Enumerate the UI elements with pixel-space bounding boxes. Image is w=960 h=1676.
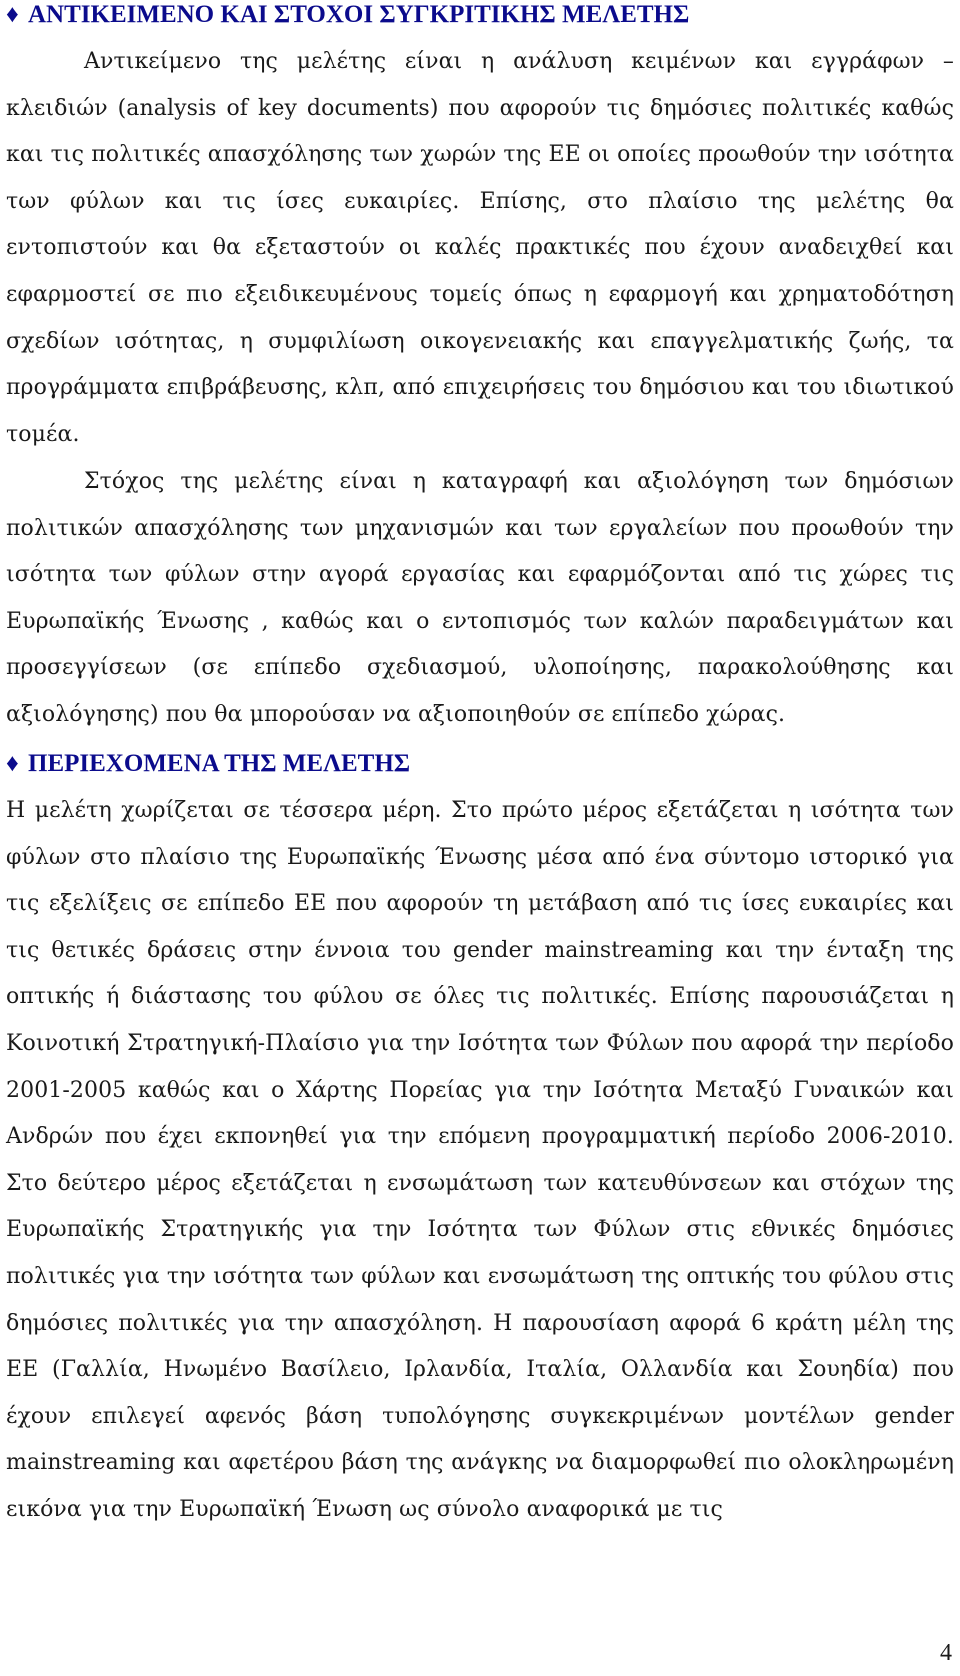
paragraph-objective: Αντικείμενο της μελέτης είναι η ανάλυση κειμένων και εγγράφων – κλειδιών (analysis of key documents) που αφορούν τις δημόσιες πολιτικές καθώς και τις πολιτικές απασχόλησης των χωρών της ΕΕ οι οποίες προωθούν την ισότητα των φύλων και τις ίσες ευκαιρίες. Επίσης, στο πλαίσιο της μελέτης θα εντοπιστούν και θα εξεταστούν οι καλές πρακτικές που έχουν αναδειχθεί και εφαρμοστεί σε πιο εξειδικευμένους τομείς όπως η εφαρμογή και χρηματοδότηση σχεδίων ισότητας, η συμφιλίωση οικογενειακής και επαγγελματικής ζωής, τα προγράμματα επιβράβευσης, κλπ, από επιχειρήσεις του δημόσιου και του ιδιωτικού τομέα. [6,49,954,447]
section-heading-text: ΠΕΡΙΕΧΟΜΕΝΑ ΤΗΣ ΜΕΛΕΤΗΣ [28,750,411,777]
paragraph-goal: Στόχος της μελέτης είναι η καταγραφή και αξιολόγηση των δημόσιων πολιτικών απασχόλησης των μηχανισμών και των εργαλείων που προωθούν την ισότητα των φύλων στην αγορά εργασίας και εφαρμόζονται από τις χώρες τις Ευρωπαϊκής Ένωσης , καθώς και ο εντοπισμός των καλών παραδειγμάτων και προσεγγίσεων (σε επίπεδο σχεδιασμού, υλοποίησης, παρακολούθησης και αξιολόγησης) που θα μπορούσαν να αξιοποιηθούν σε επίπεδο χώρας. [6,469,954,727]
section-heading-contents [6,749,410,779]
page-number: 4 [940,1640,952,1666]
diamond-bullet-icon: ♦ [6,750,19,777]
section-heading-text: ΑΝΤΙΚΕΙΜΕΝΟ ΚΑΙ ΣΤΟΧΟΙ ΣΥΓΚΡΙΤΙΚΗΣ ΜΕΛΕΤΗΣ [28,1,690,28]
paragraph-contents: Η μελέτη χωρίζεται σε τέσσερα μέρη. Στο πρώτο μέρος εξετάζεται η ισότητα των φύλων στο πλαίσιο της Ευρωπαϊκής Ένωσης μέσα από ένα σύντομο ιστορικό για τις εξελίξεις σε επίπεδο ΕΕ που αφορούν τη μετάβαση από τις ίσες ευκαιρίες και τις θετικές δράσεις στην έννοια του gender mainstreaming και την ένταξη της οπτικής ή διάστασης του φύλου σε όλες τις πολιτικές. Επίσης παρουσιάζεται η Κοινοτική Στρατηγική-Πλαίσιο για την Ισότητα των Φύλων που αφορά την περίοδο 2001-2005 καθώς και ο Χάρτης Πορείας για την Ισότητα Μεταξύ Γυναικών και Ανδρών που έχει εκπονηθεί για την επόμενη προγραμματική περίοδο 2006-2010. Στο δεύτερο μέρος εξετάζεται η ενσωμάτωση των κατευθύνσεων και στόχων της Ευρωπαϊκής Στρατηγικής για την Ισότητα των Φύλων στις εθνικές δημόσιες πολιτικές για την ισότητα των φύλων και ενσωμάτωση της οπτικής του φύλου στις δημόσιες πολιτικές για την απασχόληση. Η παρουσίαση αφορά 6 κράτη μέλη της ΕΕ (Γαλλία, Ηνωμένο Βασίλειο, Ιρλανδία, Ιταλία, Ολλανδία και Σουηδία) που έχουν επιλεγεί αφενός βάση τυπολόγησης συγκεκριμένων μοντέλων gender mainstreaming και αφετέρου βάση της ανάγκης να διαμορφωθεί πιο ολοκληρωμένη εικόνα για την Ευρωπαϊκή Ένωση ως σύνολο αναφορικά με τις [6,798,954,1522]
diamond-bullet-icon: ♦ [6,1,19,28]
section-heading-objectives [6,0,689,30]
